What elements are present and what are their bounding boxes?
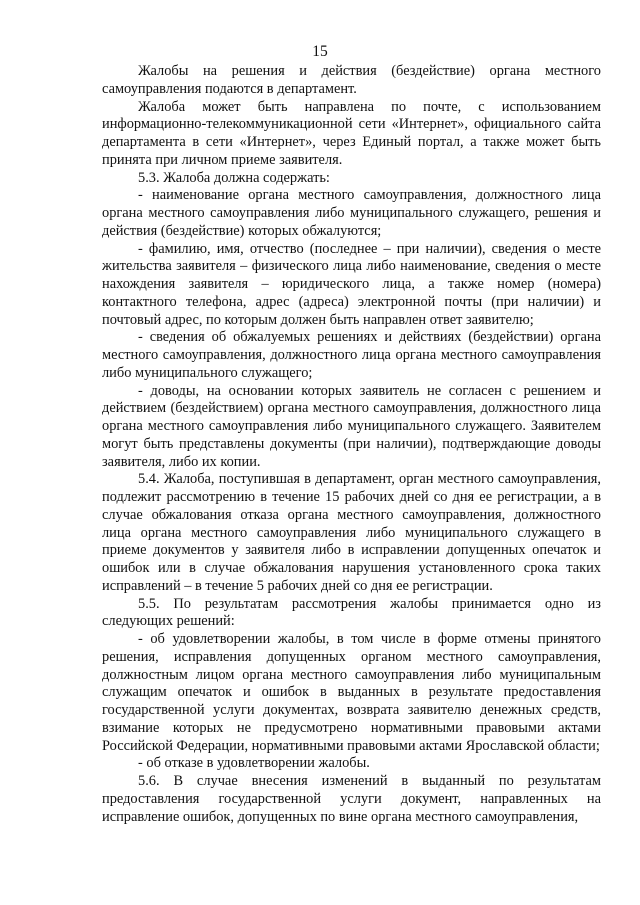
paragraph: - доводы, на основании которых заявитель не согласен с решением и действием (бездействием) органа местного самоуправления, должностного лица органа местного самоуправления либо муниципального служащего. Заявителем могут быть представлены документы (при наличии), подтверждающие доводы заявителя, либо их копии. <box>102 382 601 470</box>
paragraph: 5.4. Жалоба, поступившая в департамент, орган местного самоуправления, подлежит рассмотрению в течение 15 рабочих дней со дня ее регистрации, а в случае обжалования отказа органа местного самоуправления, должностного лица органа местного самоуправления либо муниципального служащего в приеме документов у заявителя либо в исправлении допущенных опечаток и ошибок или в случае обжалования нарушения установленного срока таких исправлений – в течение 5 рабочих дней со дня ее регистрации. <box>102 471 601 594</box>
paragraph: 5.3. Жалоба должна содержать: <box>138 169 330 186</box>
paragraph: - сведения об обжалуемых решениях и действиях (бездействии) органа местного самоуправления, должностного лица органа местного самоуправления либо муниципального служащего; <box>102 329 601 381</box>
paragraph: 5.6. В случае внесения изменений в выданный по результатам предоставления государственной услуги документ, направленных на исправление ошибок, допущенных по вине органа местного самоуправления, <box>102 773 601 825</box>
paragraph: - наименование органа местного самоуправления, должностного лица органа местного самоуправления либо муниципального служащего, решения и действия (бездействие) которых обжалуются; <box>102 187 601 239</box>
paragraph: - об удовлетворении жалобы, в том числе в форме отмены принятого решения, исправления допущенных органом местного самоуправления, должностным лицом органа местного самоуправления либо муниципальным служащим опечаток и ошибок в выданных в результате предоставления государственной услуги документах, возврата заявителю денежных средств, взимание которых не предусмотрено нормативными правовыми актами Российской Федерации, нормативными правовыми актами Ярославской области; <box>102 631 601 754</box>
page-number: 15 <box>312 43 328 60</box>
paragraph: - об отказе в удовлетворении жалобы. <box>138 755 370 772</box>
paragraph: Жалобы на решения и действия (бездействие) органа местного самоуправления подаются в департамент. <box>102 63 601 97</box>
document-body <box>102 63 601 826</box>
paragraph: Жалоба может быть направлена по почте, с использованием информационно-телекоммуникационной сети «Интернет», официального сайта департамента в сети «Интернет», через Единый портал, а также может быть принята при личном приеме заявителя. <box>102 98 601 168</box>
paragraph: 5.5. По результатам рассмотрения жалобы принимается одно из следующих решений: <box>102 595 601 630</box>
paragraph: - фамилию, имя, отчество (последнее – при наличии), сведения о месте жительства заявителя – физического лица либо наименование, сведения о месте нахождения заявителя – юридического лица, а также номер (номера) контактного телефона, адрес (адреса) электронной почты (при наличии) и почтовый адрес, по которым должен быть направлен ответ заявителю; <box>102 240 601 328</box>
